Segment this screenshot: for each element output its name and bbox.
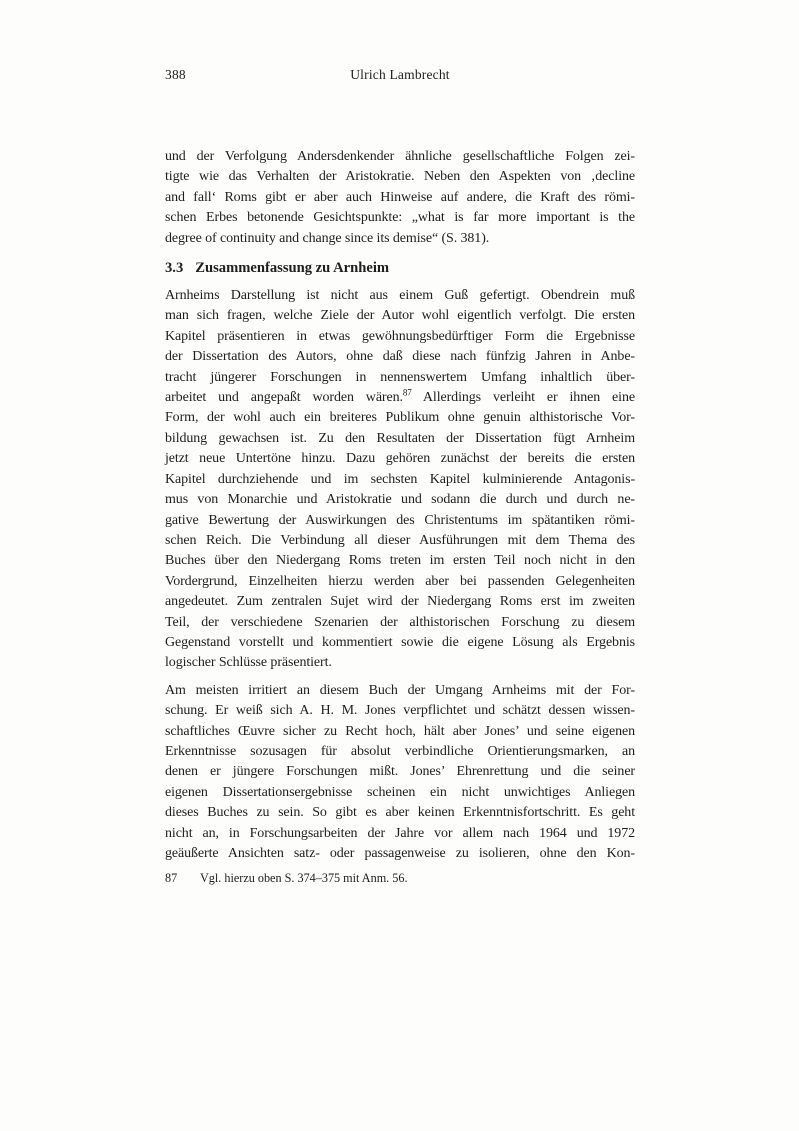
body-text <box>165 147 635 864</box>
section-heading <box>165 258 635 278</box>
text-line: and fall‘ Roms gibt er aber auch Hinweise auf andere, die Kraft des römi- <box>165 189 635 205</box>
text-segment: Allerdings verleiht er ihnen eine <box>411 390 635 406</box>
paragraph-1 <box>165 147 635 249</box>
page-number: 388 <box>165 67 186 82</box>
text-line: degree of continuity and change since its demise“ (S. 381). <box>165 230 490 246</box>
text-line: Kapitel durchziehende und im sechsten Kapitel kulminierende Antagonis- <box>165 471 635 487</box>
section-number: 3.3 <box>165 260 184 277</box>
footnote-number: 87 <box>165 871 178 885</box>
text-line: eigenen Dissertationsergebnisse scheinen ein nicht unwichtiges Anliegen <box>165 784 635 800</box>
text-line: logischer Schlüsse präsentiert. <box>165 655 332 671</box>
paragraph-2 <box>165 286 635 674</box>
text-line: schen Erbes betonende Gesichtspunkte: „what is far more important is the <box>165 210 635 226</box>
text-line: tigte wie das Verhalten der Aristokratie. Neben den Aspekten von ‚decline <box>165 169 635 185</box>
text-line-with-footnote-ref <box>165 388 635 408</box>
text-line: gative Bewertung der Auswirkungen des Christentums im spätantiken römi- <box>165 512 635 528</box>
text-line: Gegenstand vorstellt und kommentiert sowie die eigene Lösung als Ergebnis <box>165 634 635 650</box>
section-title: Zusammenfassung zu Arnheim <box>195 260 390 277</box>
text-line: Erkenntnisse sozusagen für absolut verbindliche Orientierungsmarken, an <box>165 743 635 759</box>
page-header <box>165 67 635 83</box>
text-line: bildung gewachsen ist. Zu den Resultaten der Dissertation fügt Arnheim <box>165 430 635 446</box>
text-line: geäußerte Ansichten satz- oder passagenweise zu isolieren, ohne den Kon- <box>165 846 635 861</box>
running-header-author: Ulrich Lambrecht <box>350 67 450 82</box>
text-line: man sich fragen, welche Ziele der Autor wohl eigentlich verfolgt. Die ersten <box>165 308 635 324</box>
paragraph-3 <box>165 681 635 865</box>
text-line: tracht jüngerer Forschungen in nennenswertem Umfang inhaltlich über- <box>165 369 635 385</box>
text-segment: arbeitet und angepaßt worden wären. <box>165 390 403 406</box>
text-line: und der Verfolgung Andersdenkender ähnliche gesellschaftliche Folgen zei- <box>165 149 635 164</box>
text-line: Kapitel präsentieren in etwas gewöhnungsbedürftiger Form die Ergebnisse <box>165 328 635 344</box>
text-line: denen er jüngere Forschungen mißt. Jones’ Ehrenrettung und die seiner <box>165 764 635 780</box>
footnote-text: Vgl. hierzu oben S. 374–375 mit Anm. 56. <box>200 871 408 885</box>
text-line: Form, der wohl auch ein breiteres Publikum ohne genuin althistorische Vor- <box>165 410 635 426</box>
text-line: Vordergrund, Einzelheiten hierzu werden aber bei passenden Gelegenheiten <box>165 573 635 589</box>
text-line: Teil, der verschiedene Szenarien der althistorischen Forschung zu diesem <box>165 614 635 630</box>
text-line: der Dissertation des Autors, ohne daß diese nach fünfzig Jahren in Anbe- <box>165 349 635 365</box>
text-line: mus von Monarchie und Aristokratie und sodann die durch und durch ne- <box>165 492 635 508</box>
footnote-reference: 87 <box>402 387 412 398</box>
text-line: nicht an, in Forschungsarbeiten der Jahre vor allem nach 1964 und 1972 <box>165 825 635 841</box>
text-line: Arnheims Darstellung ist nicht aus einem Guß gefertigt. Obendrein muß <box>165 288 635 304</box>
text-line: Buches über den Niedergang Roms treten im ersten Teil noch nicht in den <box>165 553 635 569</box>
text-line: angedeutet. Zum zentralen Sujet wird der Niedergang Roms erst im zweiten <box>165 594 635 610</box>
footnote <box>165 870 635 886</box>
text-line: Am meisten irritiert an diesem Buch der Umgang Arnheims mit der For- <box>165 682 635 698</box>
text-line: dieses Buches zu sein. So gibt es aber keinen Erkenntnisfortschritt. Es geht <box>165 805 635 821</box>
text-line: schung. Er weiß sich A. H. M. Jones verpflichtet und schätzt dessen wissen- <box>165 703 635 719</box>
text-line: schaftliches Œuvre sicher zu Recht hoch, hält aber Jones’ und seine eigenen <box>165 723 635 739</box>
text-line: jetzt neue Untertöne hinzu. Dazu gehören zunächst der bereits die ersten <box>165 451 635 467</box>
text-line: schen Reich. Die Verbindung all dieser Ausführungen mit dem Thema des <box>165 532 635 548</box>
